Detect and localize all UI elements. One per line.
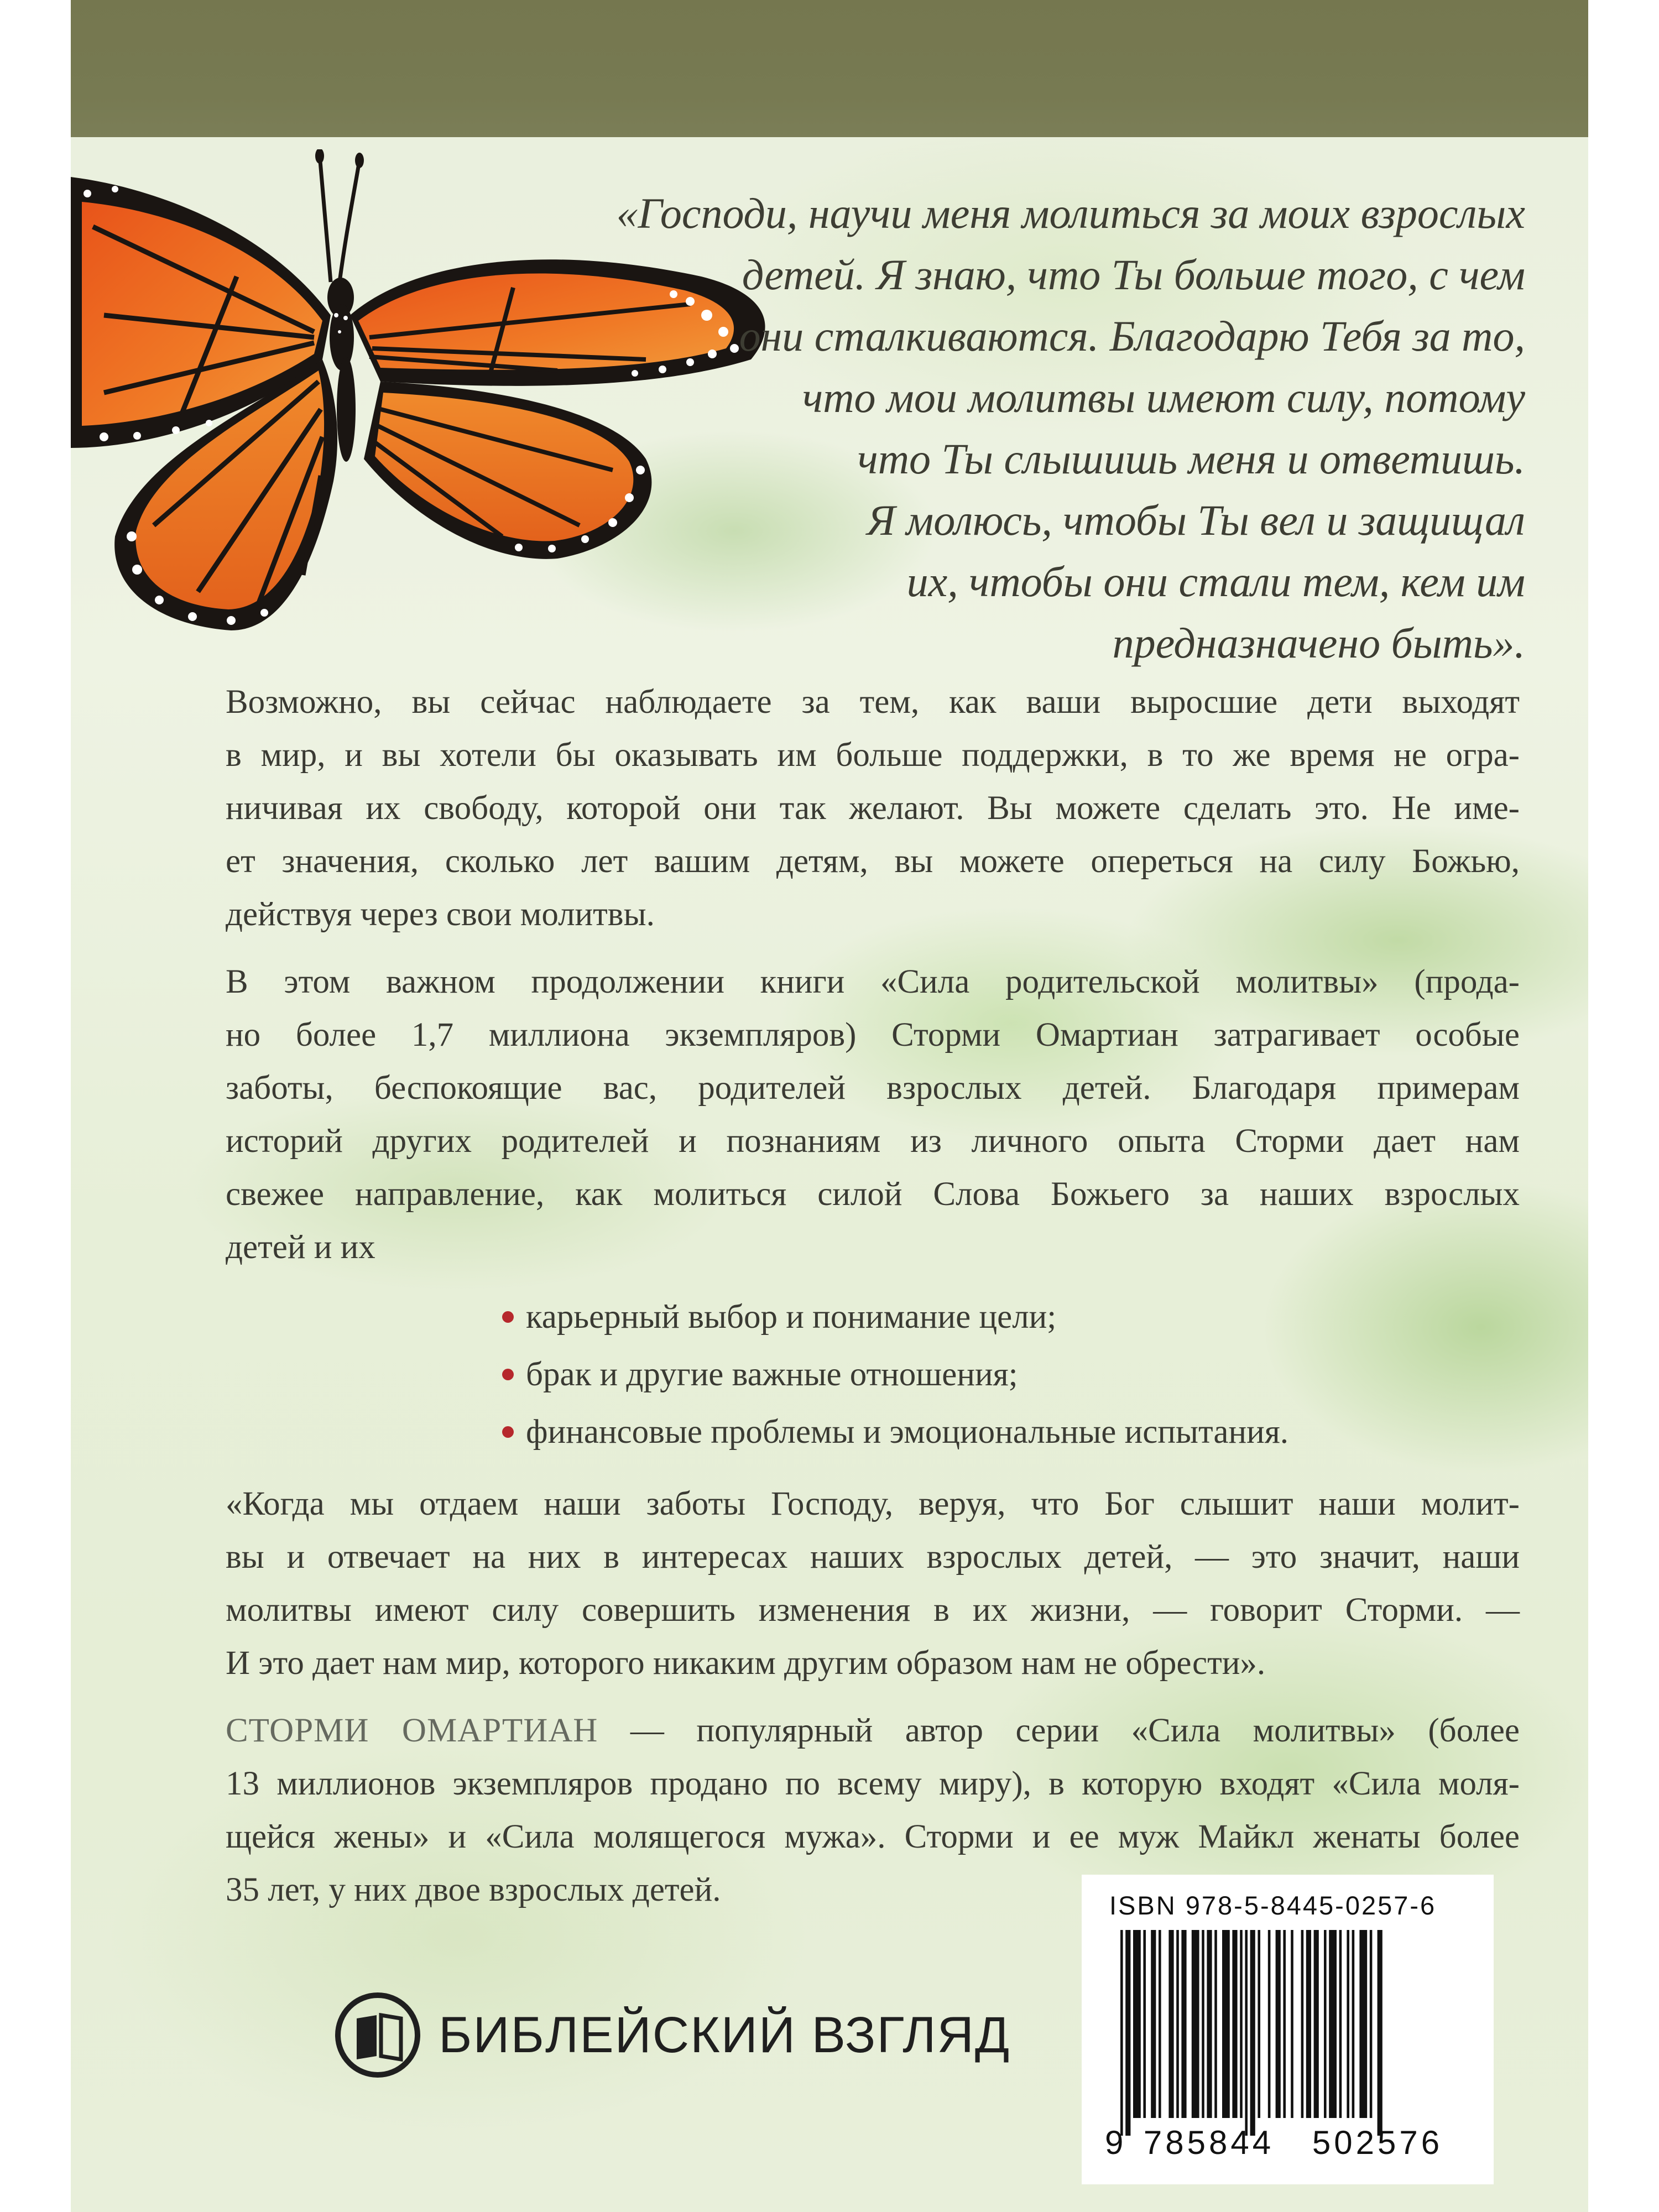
barcode-bar: [1268, 1930, 1271, 2118]
topics-list: [226, 1288, 1520, 1461]
book-back-cover: [71, 0, 1588, 2212]
barcode-bar: [1347, 1930, 1349, 2118]
barcode-bar: [1159, 1930, 1161, 2118]
text-line: И это дает нам мир, которого никаким другим образом нам не обрести».: [226, 1645, 1266, 1682]
topic-item: [502, 1288, 1520, 1346]
text-line: заботы, беспокоящие вас, родителей взрослых детей. Благодаря примерам: [226, 1070, 1520, 1107]
barcode-bar: [1222, 1930, 1230, 2118]
barcode-bar: [1306, 1930, 1311, 2118]
barcode-bar: [1168, 1930, 1173, 2118]
topic-item: [502, 1404, 1520, 1461]
barcode-bar: [1359, 1930, 1367, 2118]
barcode-bar: [1202, 1930, 1204, 2118]
quote-line: «Господи, научи меня молиться за моих взрослых: [616, 189, 1525, 237]
barcode-bar: [1176, 1930, 1179, 2118]
paragraph-author-quote: [226, 1478, 1520, 1690]
barcode-bar: [1291, 1930, 1293, 2118]
text-line: щейся жены» и «Сила молящегося мужа». Сторми и ее муж Майкл женаты более: [226, 1818, 1520, 1855]
publisher-block: [333, 1991, 1010, 2079]
barcode-digits: 9: [1105, 2124, 1127, 2157]
barcode-bar: [1181, 1930, 1186, 2118]
text-line: В этом важном продолжении книги «Сила родительской молитвы» (прода-: [226, 963, 1520, 1000]
quote-line: предназначено быть».: [1112, 619, 1525, 667]
quote-line: что Ты слышишь меня и ответишь.: [857, 435, 1525, 483]
barcode-bar: [1214, 1930, 1217, 2118]
paragraph-book-summary: [226, 956, 1520, 1274]
barcode-bar: [1120, 1930, 1123, 2136]
text-line: детей и их: [226, 1229, 375, 1266]
quote-line: их, чтобы они стали тем, кем им: [906, 557, 1525, 606]
text-line: 13 миллионов экземпляров продано по всему миру), в которую входят «Сила моля-: [226, 1765, 1520, 1802]
barcode-bar: [1276, 1930, 1281, 2118]
quote-line: Я молюсь, чтобы Ты вел и защищал: [867, 496, 1525, 544]
author-bio-line-rest: — популярный автор серии «Сила молитвы» (более: [598, 1712, 1520, 1749]
text-line: действуя через свои молитвы.: [226, 896, 655, 933]
quote-line: что мои молитвы имеют силу, потому: [802, 373, 1525, 421]
bullet-icon: [502, 1311, 514, 1323]
barcode-bar: [1352, 1930, 1355, 2118]
barcode-bar: [1250, 1930, 1255, 2136]
text-line: вы и отвечает на них в интересах наших взрослых детей, — это значит, наши: [226, 1538, 1520, 1575]
topic-text: карьерный выбор и понимание цели;: [526, 1298, 1057, 1335]
barcode-bar: [1240, 1930, 1243, 2118]
barcode-bar: [1283, 1930, 1286, 2118]
barcode-bar: [1314, 1930, 1319, 2118]
barcode-bar: [1125, 1930, 1130, 2136]
barcode-bar: [1207, 1930, 1212, 2118]
barcode-bar: [1143, 1930, 1146, 2118]
prayer-quote: [508, 182, 1525, 674]
quote-line: они сталкиваются. Благодарю Тебя за то,: [739, 312, 1525, 360]
text-line: Возможно, вы сейчас наблюдаете за тем, как ваши выросшие дети выходят: [226, 684, 1520, 721]
barcode-bar: [1192, 1930, 1199, 2118]
barcode-bar: [1245, 1930, 1248, 2136]
author-name: СТОРМИ ОМАРТИАН: [226, 1712, 598, 1749]
barcode-bar: [1324, 1930, 1327, 2118]
topic-item: [502, 1346, 1520, 1404]
barcode-bar: [1258, 1930, 1260, 2118]
barcode-digits: 502576: [1312, 2124, 1443, 2157]
quote-line: детей. Я знаю, что Ты больше того, с чем: [742, 251, 1525, 299]
barcode-bar: [1151, 1930, 1156, 2118]
isbn-label: ISBN 978-5-8445-0257-6: [1109, 1891, 1437, 1920]
barcode: [1082, 1875, 1494, 2184]
text-line: молитвы имеют силу совершить изменения в их жизни, — говорит Сторми. —: [226, 1592, 1520, 1629]
topic-text: финансовые проблемы и эмоциональные испытания.: [526, 1413, 1289, 1451]
barcode-bars: [1098, 1930, 1480, 2157]
barcode-bar: [1339, 1930, 1342, 2118]
text-line: но более 1,7 миллиона экземпляров) Сторми Омартиан затрагивает особые: [226, 1016, 1520, 1053]
barcode-bar: [1329, 1930, 1337, 2118]
barcode-bar: [1370, 1930, 1373, 2118]
barcode-bar: [1232, 1930, 1237, 2118]
description-text: [226, 676, 1520, 1931]
bullet-icon: [502, 1426, 514, 1438]
text-line: историй других родителей и познаниям из личного опыта Сторми дает нам: [226, 1123, 1520, 1160]
text-line: свежее направление, как молиться силой Слова Божьего за наших взрослых: [226, 1176, 1520, 1213]
paragraph-intro: [226, 676, 1520, 941]
barcode-bar: [1301, 1930, 1304, 2118]
text-line: ет значения, сколько лет вашим детям, вы можете опереться на силу Божью,: [226, 843, 1520, 880]
text-line: 35 лет, у них двое взрослых детей.: [226, 1871, 721, 1908]
author-bio-line: [226, 1704, 1520, 1757]
topic-text: брак и другие важные отношения;: [526, 1356, 1018, 1393]
top-color-band: [71, 0, 1588, 137]
barcode-digits: 785844: [1143, 2124, 1275, 2157]
text-line: «Когда мы отдаем наши заботы Господу, веруя, что Бог слышит наши молит-: [226, 1485, 1520, 1522]
barcode-bar: [1378, 1930, 1383, 2136]
text-line: ничивая их свободу, которой они так желают. Вы можете сделать это. Не име-: [226, 790, 1520, 827]
text-line: в мир, и вы хотели бы оказывать им больше поддержки, в то же время не огра-: [226, 737, 1520, 774]
barcode-bar: [1133, 1930, 1141, 2118]
book-logo-icon: [333, 1991, 422, 2079]
bullet-icon: [502, 1369, 514, 1380]
publisher-name: БИБЛЕЙСКИЙ ВЗГЛЯД: [439, 2006, 1011, 2063]
